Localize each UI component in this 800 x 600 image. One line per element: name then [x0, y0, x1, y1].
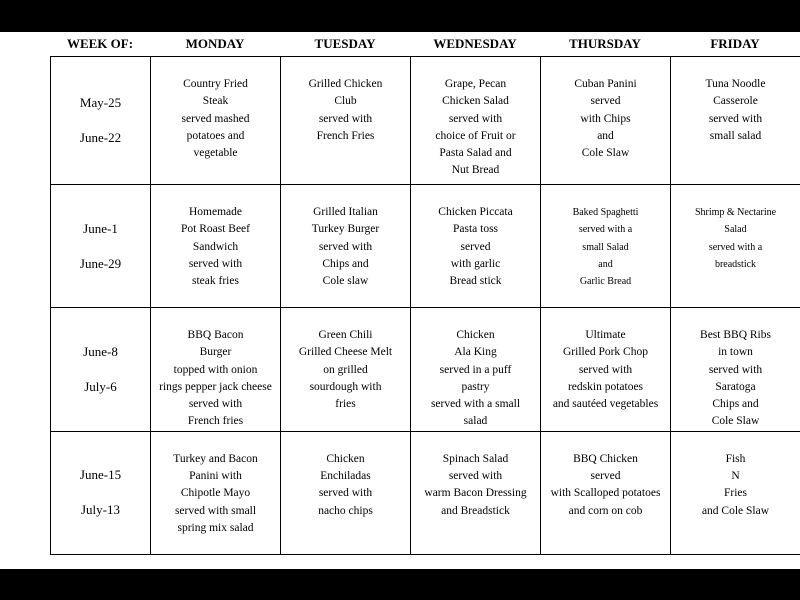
week-date: May-25	[79, 95, 122, 110]
menu-line: fries	[335, 398, 356, 411]
week-date: June-1	[83, 220, 118, 236]
menu-item	[151, 57, 280, 162]
menu-line: Salad	[724, 224, 747, 236]
menu-line: Chicken	[326, 452, 365, 465]
menu-line: potatoes and	[186, 129, 245, 142]
menu-line: Cole Slaw	[711, 415, 760, 428]
menu-line: nacho chips	[318, 504, 373, 517]
menu-line: Burger	[199, 346, 232, 359]
week-date: June-8	[83, 343, 118, 359]
menu-cell-tuesday	[281, 308, 411, 432]
menu-line: Bread stick	[449, 275, 502, 288]
menu-line: Country Fried	[183, 78, 248, 90]
menu-line: served with	[318, 240, 373, 253]
menu-cell-monday	[151, 431, 281, 554]
table-row	[51, 185, 800, 308]
menu-line: and Cole Slaw	[701, 504, 770, 517]
menu-line: served	[590, 95, 621, 108]
menu-line: Grilled Cheese Melt	[298, 346, 393, 359]
menu-cell-wednesday	[411, 431, 541, 554]
menu-line: and sautéed vegetables	[552, 398, 659, 411]
menu-item	[541, 432, 670, 520]
menu-line: sourdough with	[309, 380, 382, 393]
menu-line: vegetable	[193, 147, 238, 160]
menu-line: Spinach Salad	[442, 452, 509, 465]
menu-cell-thursday	[541, 57, 671, 185]
menu-line: Turkey and Bacon	[173, 452, 258, 465]
week-of-cell	[51, 431, 151, 554]
menu-line: Baked Spaghetti	[572, 207, 639, 218]
menu-line: Chicken	[456, 329, 495, 341]
menu-line: Shrimp & Nectarine	[694, 207, 777, 218]
menu-line: served mashed	[181, 112, 250, 125]
menu-line: and	[597, 129, 614, 142]
menu-line: in town	[718, 346, 753, 359]
menu-line: Pot Roast Beef	[181, 223, 250, 236]
week-date: June-29	[79, 255, 122, 271]
menu-line: served with	[578, 363, 633, 376]
menu-cell-thursday	[541, 185, 671, 308]
menu-item	[411, 308, 540, 431]
menu-line: served with	[708, 363, 763, 376]
header-week-of: WEEK OF:	[66, 36, 134, 51]
menu-page	[0, 32, 800, 569]
menu-cell-thursday	[541, 308, 671, 432]
menu-line: served in a puff	[439, 363, 512, 376]
menu-table	[50, 56, 800, 555]
header-wednesday: WEDNESDAY	[433, 36, 517, 51]
menu-item	[671, 57, 800, 145]
menu-line: Ultimate	[585, 329, 626, 341]
table-row	[51, 308, 800, 432]
menu-line: Homemade	[188, 206, 242, 218]
menu-line: Fish	[725, 452, 746, 465]
menu-item	[281, 308, 410, 413]
menu-line: Panini with	[189, 470, 242, 483]
menu-line: with Scalloped potatoes	[550, 487, 661, 500]
table-row	[51, 431, 800, 554]
menu-cell-wednesday	[411, 57, 541, 185]
header-tuesday: TUESDAY	[314, 36, 376, 51]
menu-line: rings pepper jack cheese	[159, 380, 272, 393]
menu-line: Chipotle Mayo	[180, 487, 251, 500]
menu-item	[411, 432, 540, 520]
menu-cell-friday	[671, 308, 800, 432]
menu-item	[541, 57, 670, 162]
menu-line: small Salad	[582, 241, 629, 253]
menu-line: served with a	[708, 241, 763, 253]
menu-line: served with	[448, 470, 503, 483]
menu-line: Grilled Italian	[313, 206, 378, 218]
menu-item	[671, 185, 800, 273]
menu-line: Tuna Noodle	[705, 78, 766, 90]
menu-line: and Breadstick	[441, 504, 510, 517]
menu-line: Best BBQ Ribs	[700, 329, 771, 341]
menu-line: Grape, Pecan	[444, 78, 507, 90]
table-row	[51, 57, 800, 185]
menu-line: served with	[448, 112, 503, 125]
week-date: July-13	[81, 502, 120, 518]
menu-line: spring mix salad	[177, 521, 254, 534]
menu-item	[281, 57, 410, 145]
menu-cell-thursday	[541, 431, 671, 554]
week-of-cell	[51, 185, 151, 308]
menu-line: Green Chili	[318, 329, 373, 341]
menu-line: Club	[334, 95, 357, 108]
menu-cell-tuesday	[281, 185, 411, 308]
menu-line: Casserole	[713, 95, 758, 108]
menu-line: on grilled	[323, 363, 368, 376]
menu-line: Turkey Burger	[311, 223, 380, 236]
menu-line: Cole Slaw	[581, 147, 630, 160]
menu-item	[151, 432, 280, 537]
menu-line: served with	[318, 112, 373, 125]
menu-line: French fries	[187, 415, 244, 428]
menu-item	[281, 432, 410, 520]
menu-cell-friday	[671, 185, 800, 308]
menu-item	[671, 432, 800, 520]
menu-line: served with a small	[430, 398, 521, 411]
menu-item	[671, 308, 800, 431]
menu-line: breadstick	[714, 258, 757, 270]
menu-line: served with	[318, 487, 373, 500]
menu-line: choice of Fruit or	[435, 129, 516, 142]
menu-line: BBQ Chicken	[573, 452, 638, 465]
header-monday: MONDAY	[185, 36, 245, 51]
menu-item	[541, 308, 670, 413]
week-date: June-15	[79, 467, 122, 483]
menu-line: served with small	[174, 504, 257, 517]
week-of-cell	[51, 308, 151, 432]
menu-line: Chicken Salad	[442, 95, 509, 108]
menu-line: with garlic	[450, 257, 501, 270]
menu-line: N	[731, 470, 740, 483]
menu-line: with Chips	[580, 112, 631, 125]
menu-item	[281, 185, 410, 290]
menu-item	[151, 185, 280, 290]
week-date: June-22	[79, 130, 122, 145]
menu-line: Ala King	[454, 346, 497, 359]
header-row	[0, 32, 800, 56]
menu-item	[411, 57, 540, 180]
week-of-cell	[51, 57, 151, 185]
menu-cell-wednesday	[411, 185, 541, 308]
menu-line: served	[460, 240, 491, 253]
menu-cell-monday	[151, 185, 281, 308]
menu-line: Sandwich	[192, 240, 239, 253]
week-date: July-6	[84, 378, 117, 394]
menu-line: Fries	[724, 487, 747, 500]
header-thursday: THURSDAY	[569, 36, 641, 51]
menu-line: Pasta toss	[452, 223, 499, 236]
menu-line: Cole slaw	[322, 275, 369, 288]
menu-line: warm Bacon Dressing	[424, 487, 527, 500]
menu-line: Chicken Piccata	[438, 206, 513, 218]
menu-line: pastry	[461, 380, 490, 393]
menu-line: served	[590, 470, 621, 483]
menu-line: topped with onion	[173, 363, 258, 376]
menu-item	[411, 185, 540, 290]
menu-line: Chips and	[322, 257, 369, 270]
menu-line: Nut Bread	[451, 164, 500, 177]
menu-line: French Fries	[316, 129, 375, 142]
menu-line: Enchiladas	[320, 470, 371, 483]
menu-line: BBQ Bacon	[187, 329, 244, 341]
header-friday: FRIDAY	[710, 36, 760, 51]
menu-line: Pasta Salad and	[439, 147, 512, 160]
menu-cell-tuesday	[281, 431, 411, 554]
menu-cell-tuesday	[281, 57, 411, 185]
menu-cell-monday	[151, 57, 281, 185]
menu-line: Saratoga	[715, 380, 756, 393]
menu-line: and corn on cob	[568, 504, 643, 517]
menu-line: redskin potatoes	[567, 380, 644, 393]
menu-line: steak fries	[192, 275, 239, 288]
menu-line: and	[598, 258, 613, 270]
menu-line: Grilled Chicken	[308, 78, 383, 90]
menu-line: salad	[463, 415, 488, 428]
menu-cell-friday	[671, 57, 800, 185]
menu-line: served with	[188, 257, 243, 270]
menu-line: served with	[188, 398, 243, 411]
menu-item	[151, 308, 280, 431]
menu-line: Garlic Bread	[579, 276, 632, 288]
menu-cell-wednesday	[411, 308, 541, 432]
menu-line: small salad	[709, 129, 762, 142]
menu-cell-friday	[671, 431, 800, 554]
menu-line: Grilled Pork Chop	[563, 346, 648, 359]
menu-line: served with	[708, 112, 763, 125]
menu-cell-monday	[151, 308, 281, 432]
menu-line: Chips and	[712, 398, 759, 411]
menu-line: Cuban Panini	[574, 78, 637, 90]
menu-line: Steak	[202, 95, 229, 108]
menu-item	[541, 185, 670, 290]
menu-line: served with a	[578, 224, 633, 236]
